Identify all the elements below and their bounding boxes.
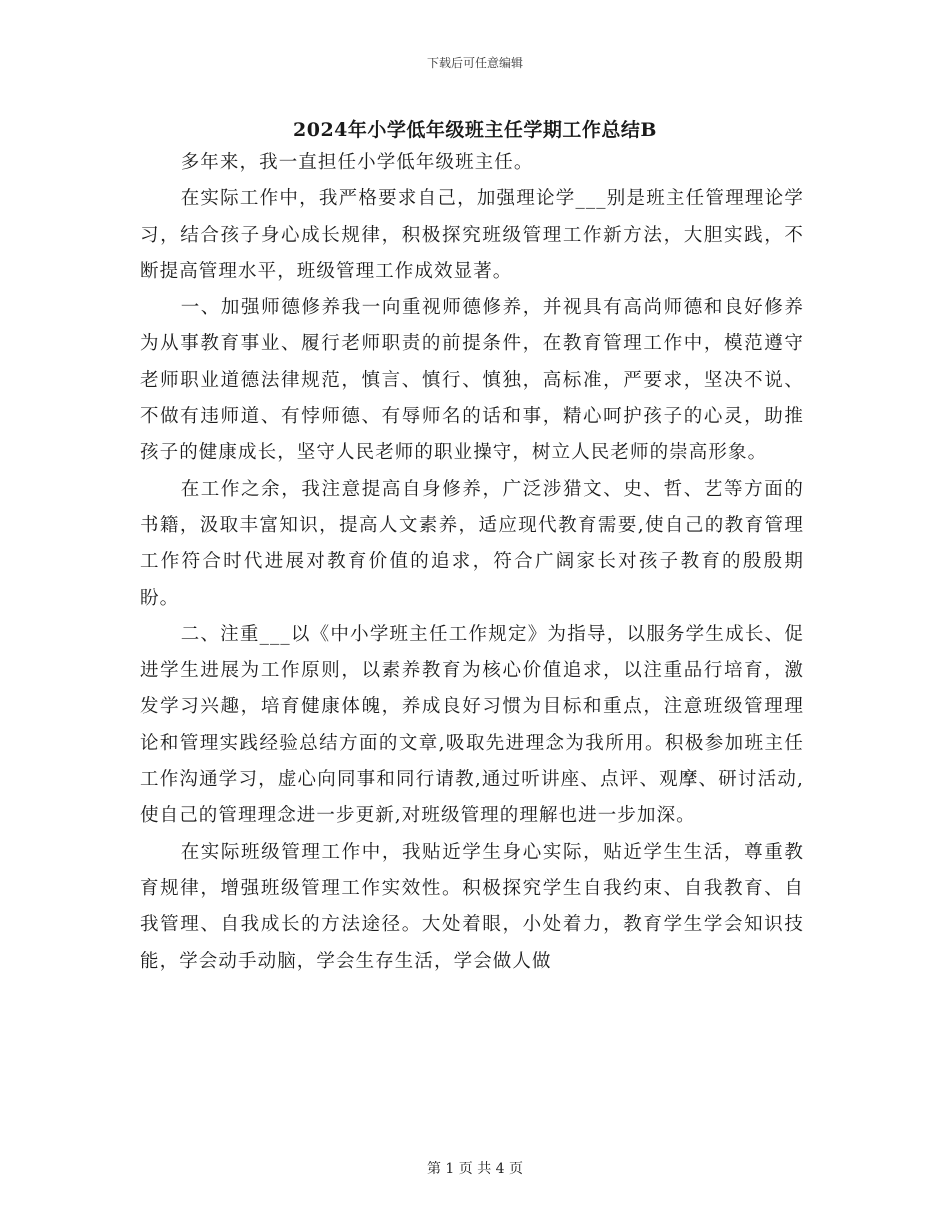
paragraph: 多年来，我一直担任小学低年级班主任。 <box>180 152 534 173</box>
paragraph: 一、加强师德修养我一向重视师德修养，并视具有高尚师德和良好修养为从事教育事业、履行老师职责的前提条件，在教育管理工作中，模范遵守老师职业道德法律规范，慎言、慎行、慎独，高标准，严要求，坚决不说、不做有违师道、有悖师德、有辱师名的话和事，精心呵护孩子的心灵，助推孩子的健康成长，坚守人民老师的职业操守，树立人民老师的崇高形象。 <box>140 297 804 464</box>
page-header-note: 下载后可任意编辑 <box>426 56 523 70</box>
paragraph: 在工作之余，我注意提高自身修养，广泛涉猎文、史、哲、艺等方面的书籍，汲取丰富知识，提高人文素养，适应现代教育需要,使自己的教育管理工作符合时代进展对教育价值的追求，符合广阔家长对孩子教育的殷殷期盼。 <box>140 478 804 609</box>
paragraph: 二、注重___以《中小学班主任工作规定》为指导，以服务学生成长、促进学生进展为工作原则，以素养教育为核心价值追求，以注重品行培育，激发学习兴趣，培育健康体魄，养成良好习惯为目标和重点，注意班级管理理论和管理实践经验总结方面的文章,吸取先进理念为我所用。积极参加班主任工作沟通学习，虚心向同事和同行请教,通过听讲座、点评、观摩、研讨活动,使自己的管理理念进一步更新,对班级管理的理解也进一步加深。 <box>140 623 804 827</box>
document-title: 2024年小学低年级班主任学期工作总结B <box>293 119 657 141</box>
paragraph: 在实际班级管理工作中，我贴近学生身心实际，贴近学生生活，尊重教育规律，增强班级管理工作实效性。积极探究学生自我约束、自我教育、自我管理、自我成长的方法途径。大处着眼，小处着力，教育学生学会知识技能，学会动手动脑，学会生存生活，学会做人做 <box>140 841 804 972</box>
document-body <box>140 145 804 980</box>
paragraph: 在实际工作中，我严格要求自己，加强理论学___别是班主任管理理论学习，结合孩子身心成长规律，积极探究班级管理工作新方法，大胆实践，不断提高管理水平，班级管理工作成效显著。 <box>140 188 804 282</box>
page-number-footer: 第 1 页 共 4 页 <box>426 1161 524 1177</box>
